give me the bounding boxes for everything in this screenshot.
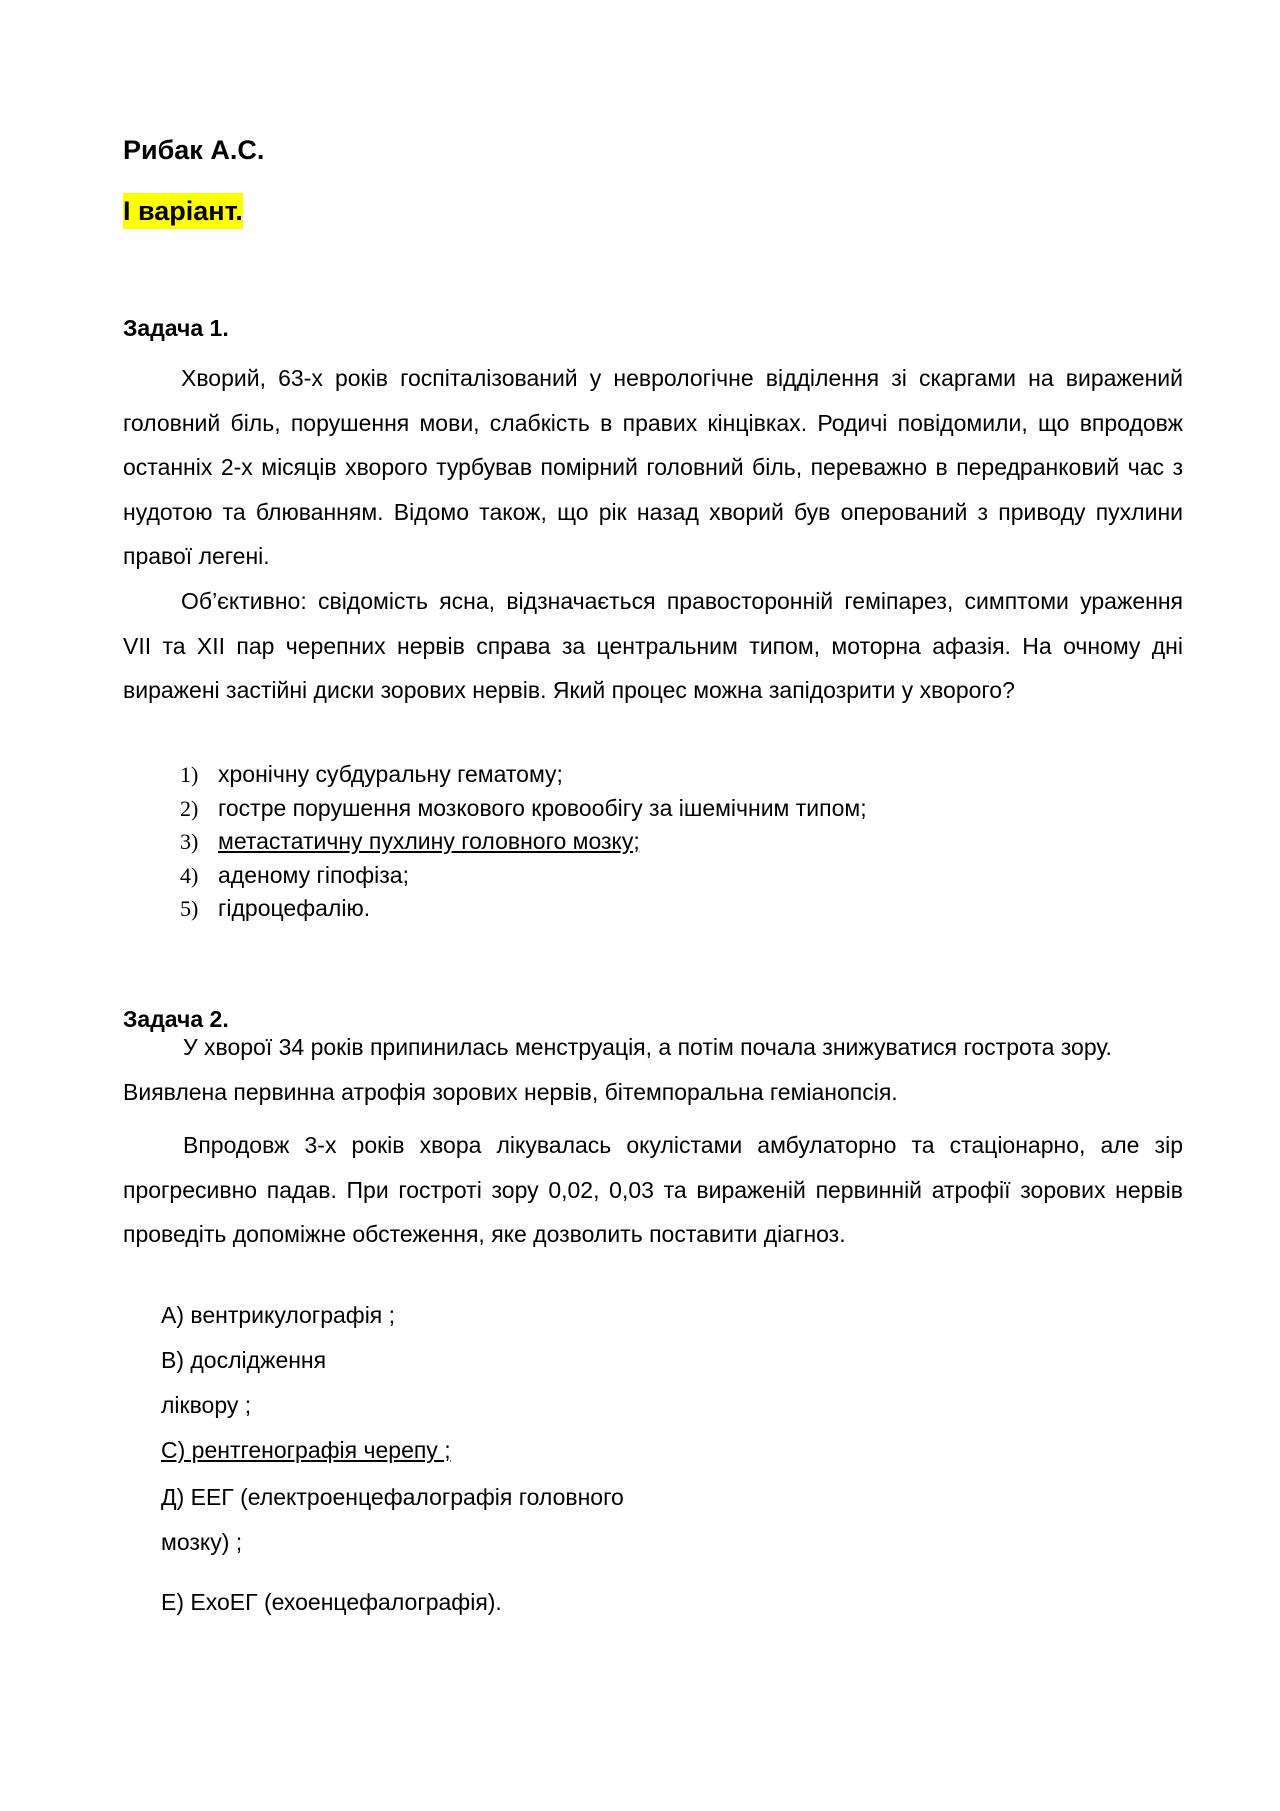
option-number: 5) (180, 896, 199, 921)
task2-option-d-line-1: Д) ЕЕГ (електроенцефалографія головного (161, 1484, 624, 1510)
task2-title: Задача 2. (123, 1006, 229, 1032)
option-number: 4) (180, 862, 199, 888)
task2-paragraph-2: Впродовж 3-х років хвора лікувалась окулістами амбулаторно та стаціонарно, але зір прогресивно падав. При гостроті зору 0,02, 0,03 та вираженій первинній атрофії зорових нервів проведіть допоміжне обстеження, яке дозволить поставити діагноз. (123, 1132, 1183, 1247)
option-number: 2) (180, 795, 199, 821)
task2-option-e: Е) ЕхоЕГ (ехоенцефалографія). (161, 1589, 502, 1615)
option-text: хронічну субдуральну гематому; (218, 761, 563, 787)
task2-option-d-line-2: мозку) ; (161, 1529, 243, 1555)
task2-option-b-line-1: В) дослідження (161, 1347, 327, 1373)
option-text-correct: метастатичну пухлину головного мозку; (218, 828, 640, 854)
task2-paragraph-1-line-2: Виявлена первинна атрофія зорових нервів, бітемпоральна геміанопсія. (123, 1079, 898, 1105)
author-name: Рибак А.С. (123, 135, 265, 165)
option-number: 1) (180, 762, 199, 787)
variant-label: І варіант. (123, 193, 243, 229)
task1-title: Задача 1. (123, 315, 229, 341)
task1-option-3 (180, 825, 867, 859)
task2-option-a: А) вентрикулографія ; (161, 1302, 396, 1328)
task1-paragraph-2: Об’єктивно: свідомість ясна, відзначається правосторонній геміпарез, симптоми ураження VII та XII пар черепних нервів справа за центральним типом, моторна афазія. На очному дні виражені застійні диски зорових нервів. Який процес можна запідозрити у хворого? (123, 588, 1183, 703)
task1-option-4 (180, 859, 867, 893)
task2-paragraph-1-line-1: У хворої 34 років припинилась менструація, а потім почала знижуватися гострота зору. (183, 1034, 1112, 1060)
option-text: гідроцефалію. (218, 895, 371, 921)
task2-option-c-correct: С) рентгенографія черепу ; (161, 1437, 451, 1463)
task1-paragraph-1: Хворий, 63-х років госпіталізований у неврологічне відділення зі скаргами на виражений головний біль, порушення мови, слабкість в правих кінцівках. Родичі повідомили, що впродовж останніх 2-х місяців хворого турбував помірний головний біль, переважно в передранковий час з нудотою та блюванням. Відомо також, що рік назад хворий був оперований з приводу пухлини правої легені. (123, 365, 1183, 569)
task2-option-b-line-2: ліквору ; (161, 1392, 252, 1418)
task1-option-1 (180, 758, 867, 792)
task1-options (180, 758, 867, 926)
task1-option-5 (180, 892, 867, 926)
option-text: гостре порушення мозкового кровообігу за ішемічним типом; (218, 794, 867, 821)
option-text: аденому гіпофіза; (218, 861, 409, 888)
task1-option-2 (180, 792, 867, 826)
option-number: 3) (180, 829, 199, 854)
